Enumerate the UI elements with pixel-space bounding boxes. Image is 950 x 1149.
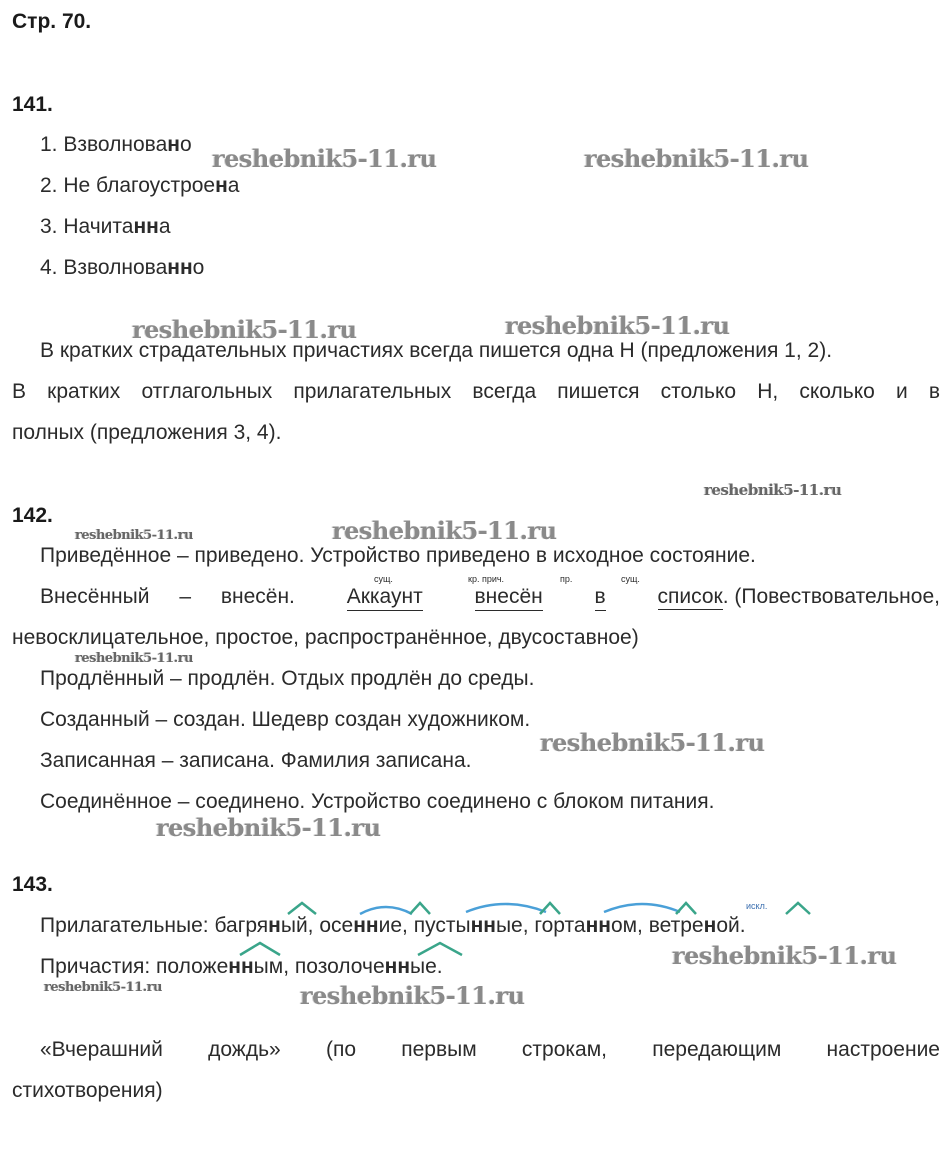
tag-preposition: пр. <box>560 574 573 584</box>
suffix-mark <box>786 903 810 914</box>
participle-word: положенным, <box>156 955 290 978</box>
parsed-word-spisok: список <box>657 585 723 608</box>
tag-noun-1: сущ. <box>374 574 393 584</box>
ex141-rule-line-1: В кратких страдательных причастиях всегда пишется одна Н (предложения 1, 2). <box>40 339 833 362</box>
watermark: reshebnik5-11.ru <box>75 528 194 543</box>
ex143-title-line-2: стихотворения) <box>12 1079 163 1102</box>
ex142-line-2-end: . (Повествовательное, <box>722 585 940 608</box>
suffix-mark <box>540 903 560 914</box>
suffix-mark <box>676 903 696 914</box>
exercise-142-number: 142. <box>12 504 53 527</box>
ex142-line-1: Приведённое – приведено. Устройство приведено в исходное состояние. <box>40 544 756 567</box>
ex141-rule-line-2: В кратких отглагольных прилагательных всегда пишется столько Н, сколько и в <box>12 380 940 403</box>
watermark: reshebnik5-11.ru <box>156 813 381 842</box>
root-arc <box>360 907 412 914</box>
page-label: Стр. 70. <box>12 10 92 33</box>
watermark: reshebnik5-11.ru <box>584 144 809 173</box>
suffix-mark <box>240 943 280 955</box>
adjective-word: гортанном, <box>534 914 643 937</box>
ex143-title-line-1: «Вчерашний дождь» (по первым строкам, передающим настроение <box>40 1038 940 1061</box>
watermark: reshebnik5-11.ru <box>300 981 525 1010</box>
ex141-item-3: 3. Начитанна <box>40 215 171 238</box>
watermark: reshebnik5-11.ru <box>44 980 163 995</box>
parsed-word-v: в <box>595 585 606 611</box>
ex142-line-6: Записанная – записана. Фамилия записана. <box>40 749 472 772</box>
suffix-mark <box>410 903 430 914</box>
participle-word: позолоченные. <box>294 955 443 978</box>
participles-label: Причастия: <box>40 955 151 978</box>
ex141-item-4: 4. Взволнованно <box>40 256 205 279</box>
watermark: reshebnik5-11.ru <box>212 144 437 173</box>
parsed-word-vnesen: внесён <box>475 585 543 611</box>
adjective-word: багряный, <box>214 914 314 937</box>
watermark: reshebnik5-11.ru <box>332 516 557 545</box>
watermark: reshebnik5-11.ru <box>75 651 194 666</box>
watermark: reshebnik5-11.ru <box>704 481 842 499</box>
adjective-word: пустынные, <box>413 914 529 937</box>
ex142-line-5: Созданный – создан. Шедевр создан художником. <box>40 708 531 731</box>
adjective-word: осенние, <box>319 914 408 937</box>
suffix-mark <box>288 903 316 914</box>
ex141-rule-line-3: полных (предложения 3, 4). <box>12 421 282 444</box>
tag-short-participle: кр. прич. <box>468 574 505 584</box>
exercise-143-number: 143. <box>12 873 53 896</box>
ex141-item-2: 2. Не благоустроена <box>40 174 240 197</box>
exercise-141-number: 141. <box>12 93 53 116</box>
watermark: reshebnik5-11.ru <box>672 941 897 970</box>
ex142-line-4: Продлённый – продлён. Отдых продлён до среды. <box>40 667 535 690</box>
watermark: reshebnik5-11.ru <box>540 728 765 757</box>
watermark: reshebnik5-11.ru <box>132 315 357 344</box>
suffix-mark <box>418 943 462 955</box>
ex142-line-3: невосклицательное, простое, распространённое, двусоставное) <box>12 626 639 649</box>
root-arc <box>604 904 680 912</box>
exception-tag: искл. <box>746 901 768 911</box>
adjectives-label: Прилагательные: <box>40 914 209 937</box>
ex142-word-vnesennyi: Внесённый – внесён. <box>40 585 295 608</box>
adjective-word: ветреной. <box>648 914 746 937</box>
root-arc <box>466 904 546 912</box>
ex142-line-7: Соединённое – соединено. Устройство соединено с блоком питания. <box>40 790 715 813</box>
parsed-word-akkaunt: Аккаунт <box>347 585 423 611</box>
ex141-item-1: 1. Взволновано <box>40 133 192 156</box>
tag-noun-2: сущ. <box>621 574 640 584</box>
watermark: reshebnik5-11.ru <box>505 311 730 340</box>
